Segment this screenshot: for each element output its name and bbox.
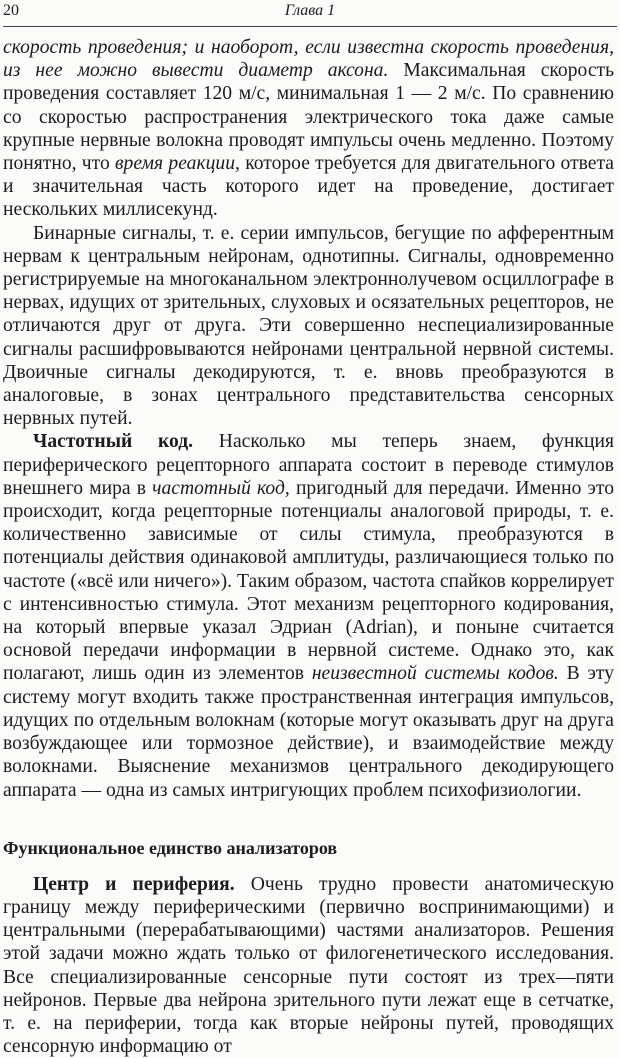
paragraph	[3, 222, 614, 431]
text-block	[3, 36, 614, 802]
page-body	[3, 36, 614, 1058]
paragraph	[3, 36, 614, 222]
paragraph	[3, 430, 614, 801]
text-run: Насколько мы теперь знаем, функция периферического рецепторного аппарата состоит в переводе стимулов внешнего мира в	[3, 431, 614, 499]
section-heading: Функциональное единство анализаторов	[3, 837, 338, 858]
text-run: Максимальная скорость проведения составляет 120 м/с, минимальная 1 — 2 м/с. По сравнению со скоростью распространения электрического тока даже самые крупные нервные волокна проводят импульсы очень медленно. Поэтому понятно, что	[3, 60, 615, 175]
italic-text: время реакции,	[115, 153, 240, 175]
running-header	[3, 0, 617, 27]
text-run: Очень трудно провести анатомическую границу между периферическими (первично воспринимающими) и центральными (перерабатывающими) частями анализаторов. Решения этой задачи можно ждать только от филогенетического исследования. Все специализированные сенсорные пути состоят из трех—пяти нейронов. Первые два нейрона зрительного пути лежат еще в сетчатке, т. е. на периферии, тогда как вторые нейроны путей, проводящих сенсорную информацию от	[3, 873, 614, 1058]
section-text-block	[3, 873, 614, 1058]
italic-text: частотный код,	[152, 477, 290, 499]
text-run: которое требуется для двигательного ответа и значительная часть которого идет на проведение, достигает нескольких миллисекунд.	[3, 153, 614, 221]
italic-text: скорость проведения; и наоборот, если известна скорость проведения, из нее можно вывести диаметр аксона.	[3, 37, 614, 82]
bold-run-in-heading: Центр и периферия.	[33, 873, 235, 895]
text-run: Бинарные сигналы, т. е. серии импульсов, бегущие по афферентным нервам к центральным нейронам, однотипны. Сигналы, одновременно регистрируемые на многоканальном электроннолучевом осциллографе в нервах, идущих от зрительных, слуховых и осязательных рецепторов, не отличаются друг от друга. Эти совершенно неспециализированные сигналы расшифровываются нейронами центральной нервной системы. Двоичные сигналы декодируются, т. е. вновь преобразуются в аналоговые, в зонах центрального представительства сенсорных нервных путей.	[3, 222, 614, 430]
italic-text: неизвестной системы кодов.	[311, 663, 559, 685]
paragraph	[3, 873, 614, 1058]
page-number: 20	[3, 2, 19, 19]
text-run: пригодный для передачи. Именно это происходит, когда рецепторные потенциалы аналоговой природы, т. е. количественно зависимые от силы стимула, преобразуются в потенциалы действия одинаковой амплитуды, различающиеся только по частоте («всё или ничего»). Таким образом, частота спайков коррелирует с интенсивностью стимула. Этот механизм рецепторного кодирования, на который впервые указал Эдриан (Adrian), и поныне считается основой передачи информации в нервной системе. Однако это, как полагают, лишь один из элементов	[3, 477, 615, 685]
text-run: В эту систему могут входить также пространственная интеграция импульсов, идущих по отдельным волокнам (которые могут оказывать друг на друга возбуждающее или тормозное действие), и взаимодействие между волокнами. Выяснение механизмов центрального декодирующего аппарата — одна из самых интригующих проблем психофизиологии.	[3, 663, 614, 801]
chapter-title: Глава 1	[284, 2, 336, 19]
bold-run-in-heading: Частотный код.	[33, 431, 194, 453]
